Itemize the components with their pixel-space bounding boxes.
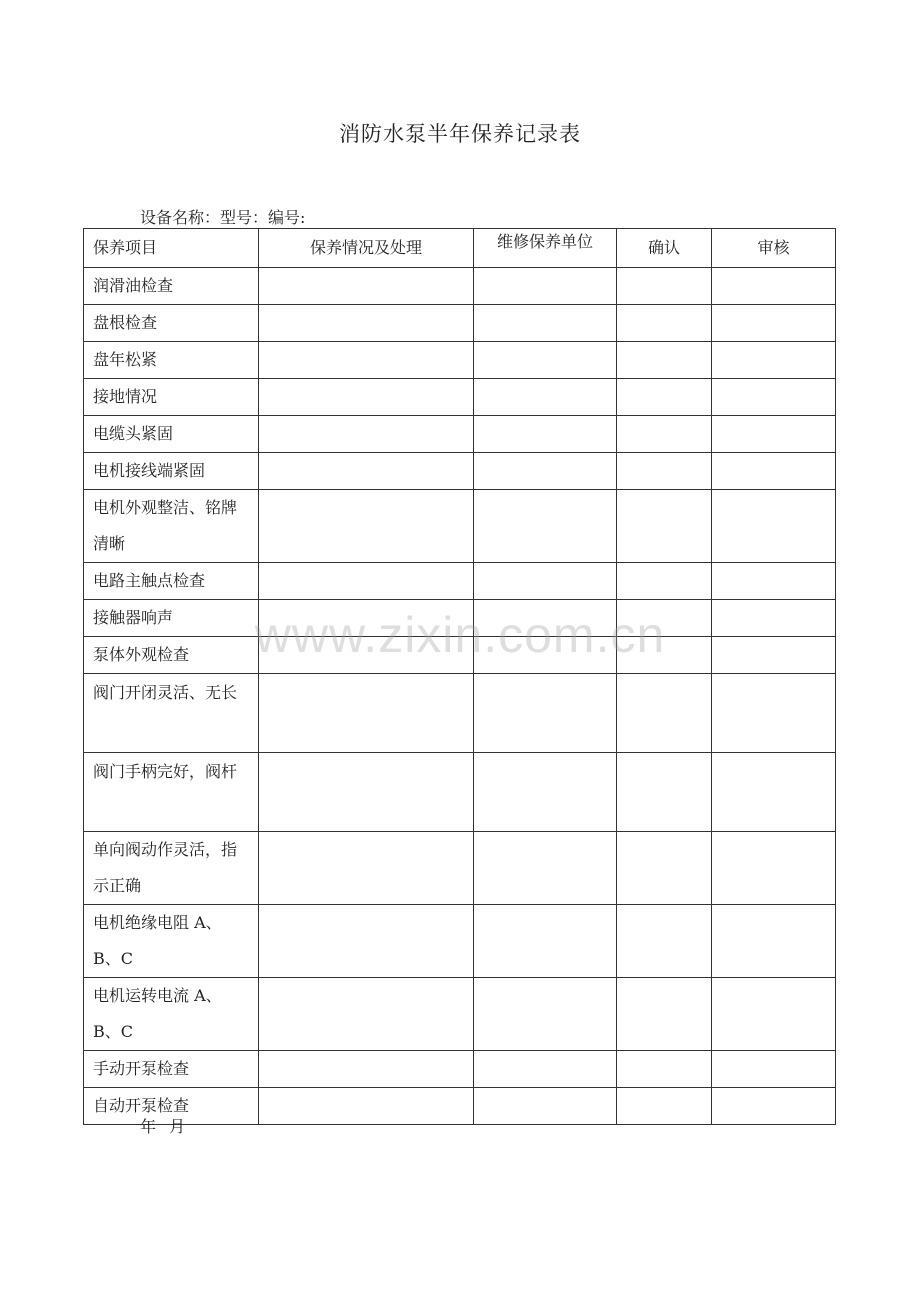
item-label: 电机运转电流 A、B、C — [84, 978, 259, 1051]
table-row — [84, 453, 836, 490]
unit-cell[interactable] — [474, 905, 617, 978]
unit-cell[interactable] — [474, 305, 617, 342]
item-label — [84, 753, 259, 832]
table-row — [84, 978, 836, 1051]
review-cell[interactable] — [712, 268, 836, 305]
unit-cell[interactable] — [474, 637, 617, 674]
unit-cell[interactable] — [474, 832, 617, 905]
item-label: 单向阀动作灵活，指 示正确 — [84, 832, 259, 905]
table-row — [84, 832, 836, 905]
unit-cell[interactable] — [474, 978, 617, 1051]
date-footer: 年 月 — [140, 1117, 190, 1136]
watermark: www.zixin.com.cn — [254, 607, 666, 663]
item-label: 电机绝缘电阻 A、B、C — [84, 905, 259, 978]
equipment-info-line: 设备名称：型号：编号: — [140, 208, 306, 227]
item-label: 电路主触点检查 — [84, 563, 259, 600]
unit-cell[interactable] — [474, 379, 617, 416]
confirm-cell[interactable] — [617, 563, 712, 600]
condition-cell[interactable] — [259, 905, 474, 978]
confirm-cell[interactable] — [617, 342, 712, 379]
item-label: 润滑油检查 — [84, 268, 259, 305]
confirm-cell[interactable] — [617, 268, 712, 305]
item-label: 盘年松紧 — [84, 342, 259, 379]
unit-cell[interactable] — [474, 1051, 617, 1088]
header-condition: 保养情况及处理 — [259, 229, 474, 268]
unit-cell[interactable] — [474, 753, 617, 832]
condition-cell[interactable] — [259, 563, 474, 600]
item-label: 电缆头紧固 — [84, 416, 259, 453]
table-row — [84, 600, 836, 637]
header-maintenance-unit: 维修保养单位 — [474, 229, 617, 268]
unit-cell[interactable] — [474, 268, 617, 305]
item-label: 盘根检查 — [84, 305, 259, 342]
condition-cell[interactable] — [259, 379, 474, 416]
item-label: 手动开泵检查 — [84, 1051, 259, 1088]
table-row — [84, 753, 836, 832]
review-cell[interactable] — [712, 305, 836, 342]
condition-cell[interactable] — [259, 416, 474, 453]
unit-cell[interactable] — [474, 453, 617, 490]
item-label — [84, 674, 259, 753]
condition-cell[interactable] — [259, 1051, 474, 1088]
review-cell[interactable] — [712, 563, 836, 600]
condition-cell[interactable] — [259, 490, 474, 563]
confirm-cell[interactable] — [617, 905, 712, 978]
unit-cell[interactable] — [474, 600, 617, 637]
condition-cell[interactable] — [259, 268, 474, 305]
review-cell[interactable] — [712, 416, 836, 453]
confirm-cell[interactable] — [617, 1088, 712, 1125]
confirm-cell[interactable] — [617, 637, 712, 674]
confirm-cell[interactable] — [617, 600, 712, 637]
review-cell[interactable] — [712, 1088, 836, 1125]
confirm-cell[interactable] — [617, 453, 712, 490]
review-cell[interactable] — [712, 637, 836, 674]
table-header-row — [84, 229, 836, 268]
confirm-cell[interactable] — [617, 674, 712, 753]
table-row — [84, 563, 836, 600]
review-cell[interactable] — [712, 453, 836, 490]
review-cell[interactable] — [712, 342, 836, 379]
header-item: 保养项目 — [84, 229, 259, 268]
unit-cell[interactable] — [474, 490, 617, 563]
document-title: 消防水泵半年保养记录表 — [339, 122, 581, 146]
condition-cell[interactable] — [259, 753, 474, 832]
review-cell[interactable] — [712, 753, 836, 832]
condition-cell[interactable] — [259, 600, 474, 637]
table-row — [84, 490, 836, 563]
condition-cell[interactable] — [259, 978, 474, 1051]
item-label-text: 阀门开闭灵活、无长 — [93, 683, 238, 702]
confirm-cell[interactable] — [617, 832, 712, 905]
unit-cell[interactable] — [474, 563, 617, 600]
table-row — [84, 1088, 836, 1125]
review-cell[interactable] — [712, 490, 836, 563]
condition-cell[interactable] — [259, 637, 474, 674]
review-cell[interactable] — [712, 905, 836, 978]
unit-cell[interactable] — [474, 342, 617, 379]
review-cell[interactable] — [712, 674, 836, 753]
confirm-cell[interactable] — [617, 1051, 712, 1088]
review-cell[interactable] — [712, 832, 836, 905]
condition-cell[interactable] — [259, 674, 474, 753]
review-cell[interactable] — [712, 978, 836, 1051]
review-cell[interactable] — [712, 379, 836, 416]
table-row — [84, 1051, 836, 1088]
header-confirm: 确认 — [617, 229, 712, 268]
condition-cell[interactable] — [259, 342, 474, 379]
table-row — [84, 416, 836, 453]
header-review: 审核 — [712, 229, 836, 268]
confirm-cell[interactable] — [617, 416, 712, 453]
unit-cell[interactable] — [474, 416, 617, 453]
confirm-cell[interactable] — [617, 305, 712, 342]
review-cell[interactable] — [712, 600, 836, 637]
condition-cell[interactable] — [259, 305, 474, 342]
item-label: 电机接线端紧固 — [84, 453, 259, 490]
table-row — [84, 905, 836, 978]
item-label: 泵体外观检查 — [84, 637, 259, 674]
confirm-cell[interactable] — [617, 490, 712, 563]
maintenance-record-table — [83, 228, 836, 1125]
table-row — [84, 342, 836, 379]
unit-cell[interactable] — [474, 1088, 617, 1125]
unit-cell[interactable] — [474, 674, 617, 753]
table-row — [84, 305, 836, 342]
review-cell[interactable] — [712, 1051, 836, 1088]
table-row — [84, 637, 836, 674]
table-row — [84, 674, 836, 753]
item-label: 电机外观整洁、铭牌 清晰 — [84, 490, 259, 563]
item-label: 自动开泵检查 — [84, 1088, 259, 1125]
item-label: 接地情况 — [84, 379, 259, 416]
confirm-cell[interactable] — [617, 379, 712, 416]
condition-cell[interactable] — [259, 1088, 474, 1125]
table-row — [84, 268, 836, 305]
item-label-text: 阀门手柄完好，阀杆 — [93, 762, 238, 781]
confirm-cell[interactable] — [617, 753, 712, 832]
table-row — [84, 379, 836, 416]
condition-cell[interactable] — [259, 832, 474, 905]
item-label: 接触器响声 — [84, 600, 259, 637]
confirm-cell[interactable] — [617, 978, 712, 1051]
condition-cell[interactable] — [259, 453, 474, 490]
